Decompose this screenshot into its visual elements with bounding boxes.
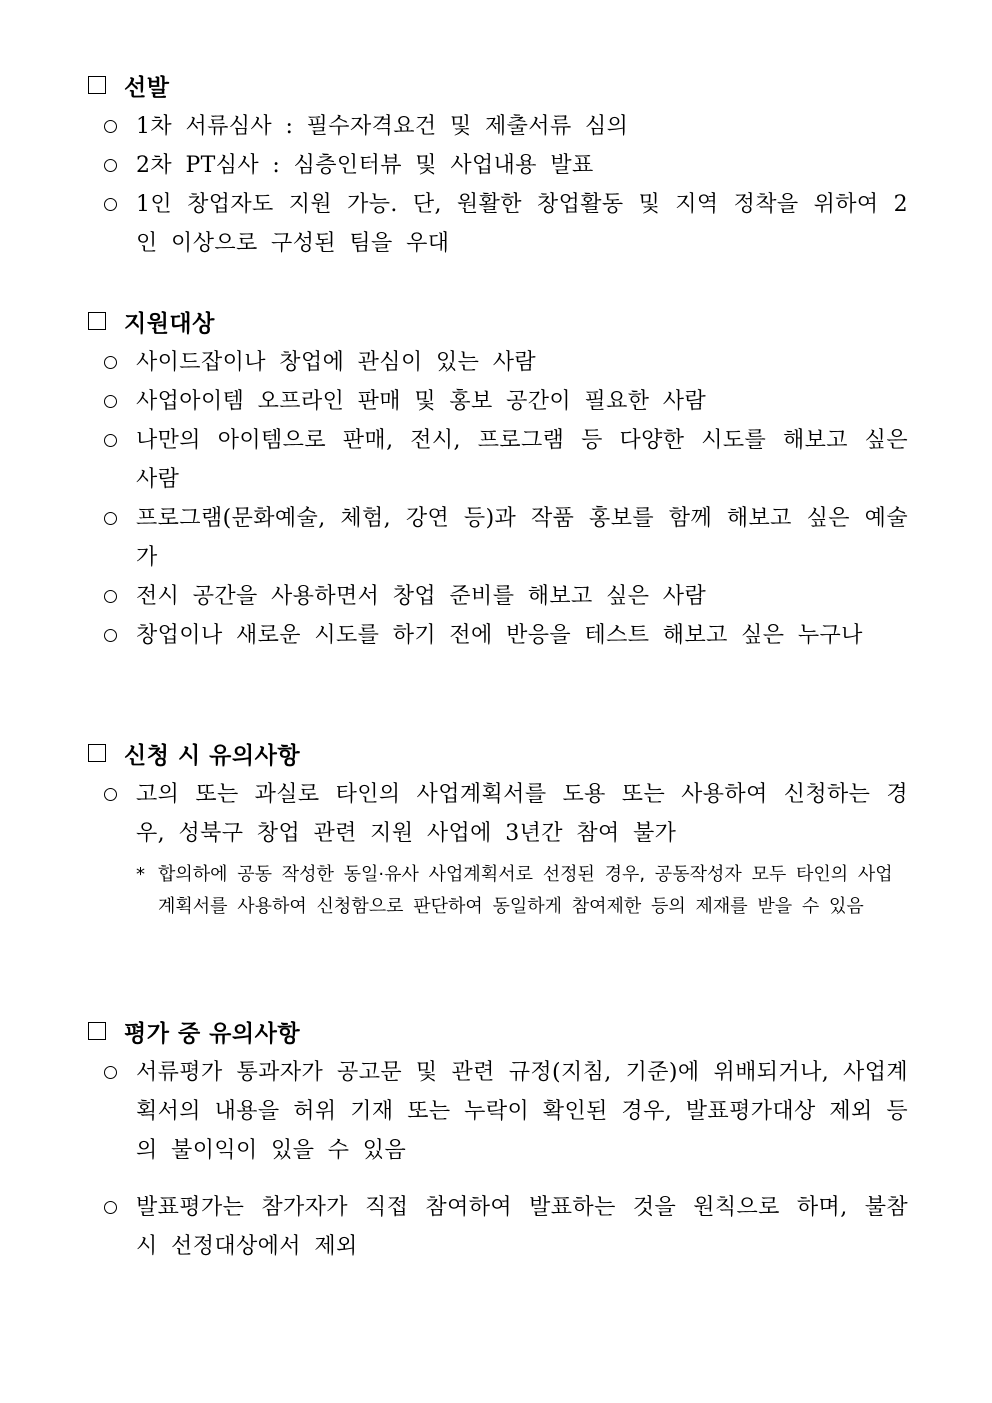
list-item-text: 서류평가 통과자가 공고문 및 관련 규정(지침, 기준)에 위배되거나, 사업계획서의 내용을 허위 기재 또는 누락이 확인된 경우, 발표평가대상 제외 등의 불이익이 있을 수 있음 [136,1060,908,1163]
circle-bullet-icon [104,629,117,642]
circle-bullet-icon [104,590,117,603]
checkbox-square-icon [88,312,106,330]
section-application-notes [88,736,908,923]
list-item [88,421,908,499]
list-item-text: 프로그램(문화예술, 체험, 강연 등)과 작품 홍보를 함께 해보고 싶은 예술가 [136,506,908,570]
section-heading [88,736,908,770]
section-heading [88,1014,908,1048]
section-evaluation-notes [88,1014,908,1266]
circle-bullet-icon [104,1201,117,1214]
circle-bullet-icon [104,395,117,408]
checkbox-square-icon [88,76,106,94]
list-item [88,343,908,382]
section-heading [88,304,908,338]
list-item [88,775,908,853]
circle-bullet-icon [104,788,117,801]
section-title: 선발 [124,74,170,101]
section-title: 지원대상 [124,310,215,337]
list-item-text: 발표평가는 참가자가 직접 참여하여 발표하는 것을 원칙으로 하며, 불참 시 선정대상에서 제외 [136,1195,908,1259]
circle-bullet-icon [104,512,117,525]
list-item-text: 전시 공간을 사용하면서 창업 준비를 해보고 싶은 사람 [136,584,707,609]
section-eligibility [88,304,908,655]
list-item [88,107,908,146]
section-heading [88,68,908,102]
list-item-text: 고의 또는 과실로 타인의 사업계획서를 도용 또는 사용하여 신청하는 경우, 성북구 창업 관련 지원 사업에 3년간 참여 불가 [136,782,908,846]
list-item [88,146,908,185]
asterisk-mark: * [136,864,145,885]
section-title: 평가 중 유의사항 [124,1020,301,1047]
list-item [88,616,908,655]
circle-bullet-icon [104,434,117,447]
list-item-text: 1인 창업자도 지원 가능. 단, 원활한 창업활동 및 지역 정착을 위하여 2인 이상으로 구성된 팀을 우대 [136,192,908,256]
list-item-text: 사이드잡이나 창업에 관심이 있는 사람 [136,350,537,375]
list-item-text: 1차 서류심사 : 필수자격요건 및 제출서류 심의 [136,114,629,139]
checkbox-square-icon [88,744,106,762]
list-item [88,382,908,421]
section-title: 신청 시 유의사항 [124,742,301,769]
footnote-text: 합의하에 공동 작성한 동일·유사 사업계획서로 선정된 경우, 공동작성자 모두 타인의 사업계획서를 사용하여 신청함으로 판단하여 동일하게 참여제한 등의 제재를 받을 수 있음 [158,864,893,917]
footnote [88,859,908,923]
circle-bullet-icon [104,120,117,133]
checkbox-square-icon [88,1022,106,1040]
list-item [88,185,908,263]
list-item-text: 나만의 아이템으로 판매, 전시, 프로그램 등 다양한 시도를 해보고 싶은 사람 [136,428,908,492]
circle-bullet-icon [104,1066,117,1079]
list-item-text: 창업이나 새로운 시도를 하기 전에 반응을 테스트 해보고 싶은 누구나 [136,623,863,648]
list-item [88,1053,908,1170]
circle-bullet-icon [104,356,117,369]
list-item-text: 사업아이템 오프라인 판매 및 홍보 공간이 필요한 사람 [136,389,707,414]
list-item [88,577,908,616]
circle-bullet-icon [104,159,117,172]
list-item-text: 2차 PT심사 : 심층인터뷰 및 사업내용 발표 [136,153,594,178]
section-selection [88,68,908,263]
list-item [88,1188,908,1266]
circle-bullet-icon [104,198,117,211]
list-item [88,499,908,577]
